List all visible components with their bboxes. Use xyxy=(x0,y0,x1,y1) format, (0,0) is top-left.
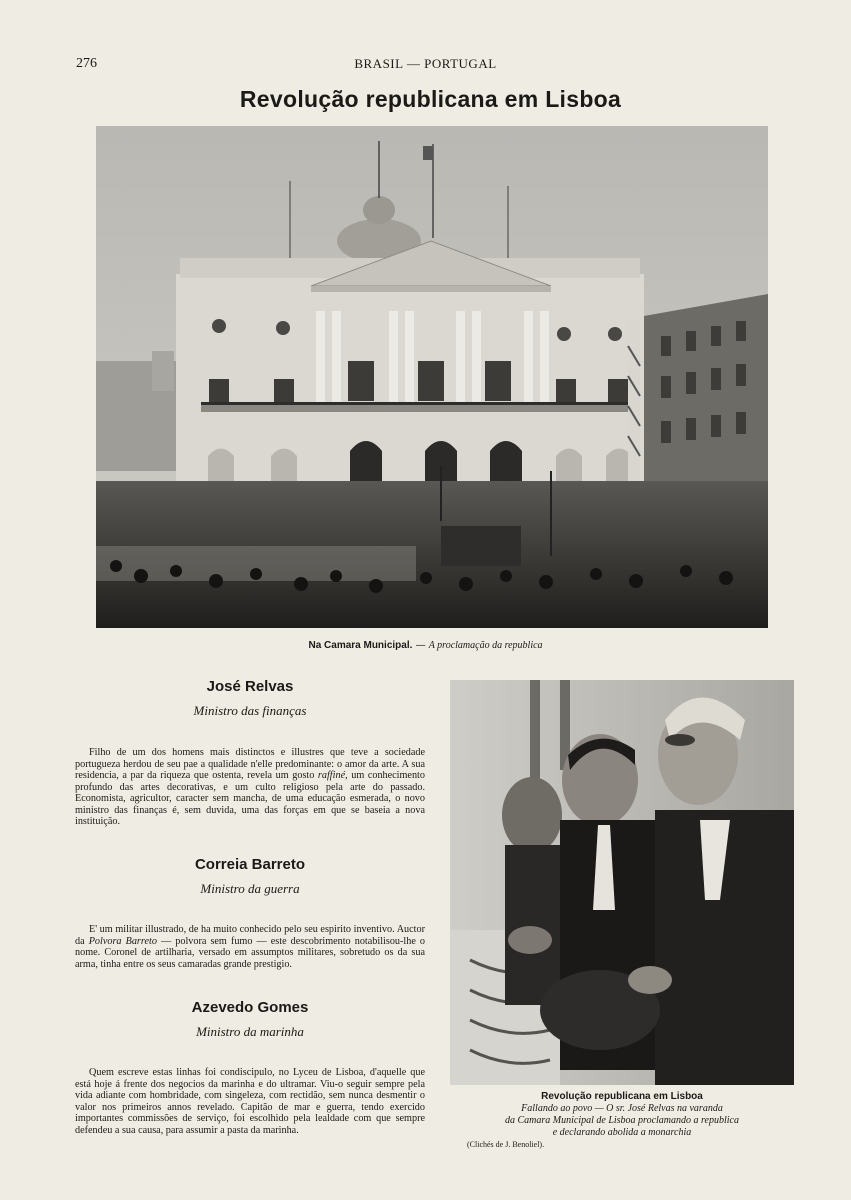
section-jose-relvas xyxy=(75,678,425,828)
photo1-caption-bold: Na Camara Municipal. xyxy=(308,640,413,651)
city-hall-illustration xyxy=(96,126,768,628)
city-hall-photo xyxy=(96,126,768,628)
text-part: Filho de um dos homens mais distinctos e illustres que teve a sociedade portugueza herdou de seu pae a qualidade n'elle predominante: o amor da arte. A sua residencia, a par da riqueza que ostenta, revela um gosto xyxy=(75,747,425,781)
text-part: E' um militar illustrado, de ha muito conhecido pelo seu espirito inventivo. Auctor da xyxy=(75,924,425,947)
photo2-caption-line2: da Camara Municipal de Lisboa proclamando a republica xyxy=(505,1115,739,1126)
photo1-caption-italic: A proclamação da republica xyxy=(428,640,543,651)
section-name: Azevedo Gomes xyxy=(191,999,309,1016)
section-text xyxy=(75,1067,425,1136)
section-text xyxy=(75,924,425,970)
running-title: BRASIL — PORTUGAL xyxy=(354,56,497,71)
article-title: Revolução republicana em Lisboa xyxy=(239,86,622,112)
photo2-caption-title: Revolução republicana em Lisboa xyxy=(541,1091,703,1102)
text-part: , um conhecimento profundo das artes decorativas, e um culto religioso pela arte do passado. Economista, agricultor, caracter sem mancha, de uma educação esmerada, o novo ministro das finanças é, sem duvida, uma das forças em que se baseia a nova instituição. xyxy=(75,770,425,827)
section-name: Correia Barreto xyxy=(194,856,306,873)
page-number: 276 xyxy=(76,56,97,71)
section-correia-barreto xyxy=(75,856,425,970)
section-name: José Relvas xyxy=(206,678,294,695)
text-italic-part: Polvora Barreto xyxy=(88,935,157,947)
photo1-caption xyxy=(0,640,851,651)
section-azevedo-gomes xyxy=(75,999,425,1136)
balcony-illustration xyxy=(450,680,794,1085)
photo2-caption-line3: e declarando abolida a monarchia xyxy=(552,1127,692,1138)
balcony-photo xyxy=(450,680,794,1085)
text-part: Quem escreve estas linhas foi condiscipulo, no Lyceu de Lisboa, d'aquelle que está hoje á frente dos negocios da marinha e do ultramar. Viu-o seguir sempre pela vida adiante com hombridade, com singeleza, com rectidão, sem nunca desmentir o valor nos primeiros annos revelado. Capitão de mar e guerra, tendo exercido importantes commissões de serviço, foi escolhido pela lealdade com que sempre defendeu a sua causa, para assumir a pasta da marinha. xyxy=(75,1067,425,1136)
section-role: Ministro da marinha xyxy=(196,1024,304,1039)
photo2-caption xyxy=(450,1091,794,1139)
section-role: Ministro da guerra xyxy=(200,881,300,896)
photo2-caption-line1: Fallando ao povo — O sr. José Relvas na varanda xyxy=(521,1103,723,1114)
section-role: Ministro das finanças xyxy=(193,703,307,718)
photo1-caption-sep: — xyxy=(412,640,429,651)
text-part: — polvora sem fumo — este descobrimento notabilisou-lhe o nome. Coronel de artilharia, versado em assumptos militares, sobretudo os da sua arma, tinha entre os seus camaradas grande prestigio. xyxy=(75,935,426,970)
text-italic-part: raffiné xyxy=(317,770,346,781)
photo-credit: (Clichés de J. Benoliel). xyxy=(467,1140,545,1149)
section-text xyxy=(75,747,425,828)
